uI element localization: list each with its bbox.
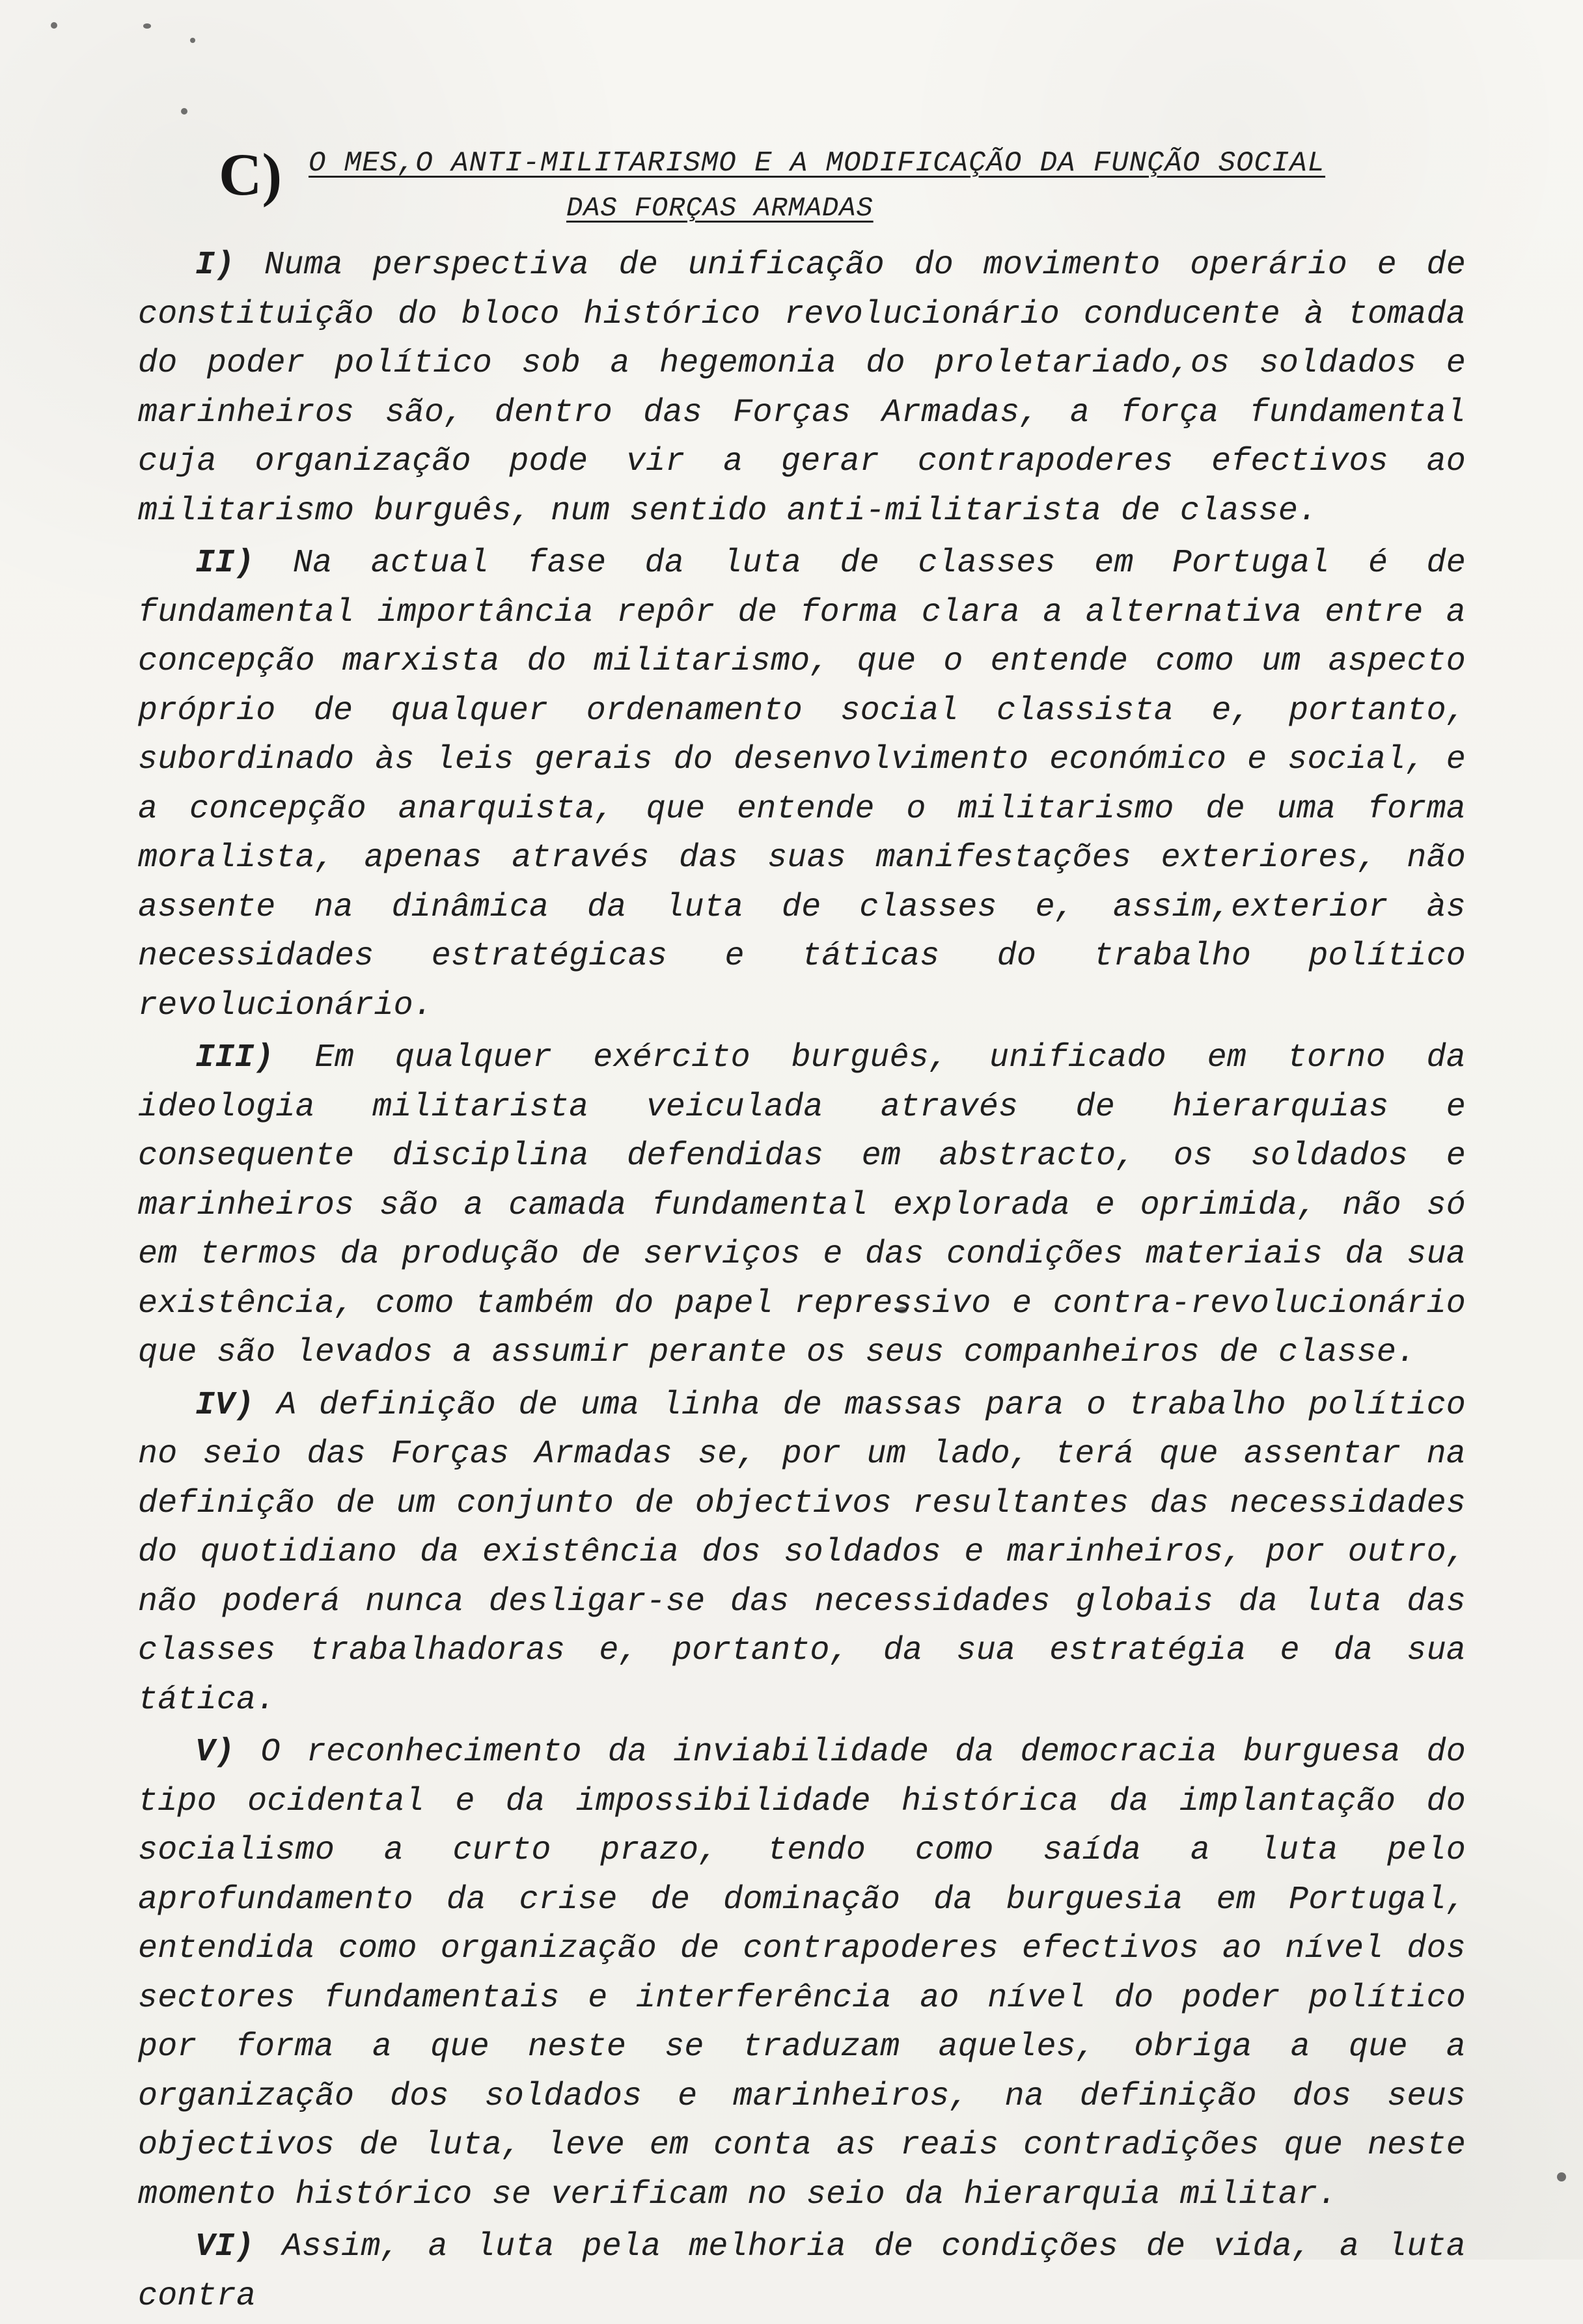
paragraph-marker: VI) xyxy=(195,2228,255,2265)
document-title-line-2: DAS FORÇAS ARMADAS xyxy=(566,193,874,224)
scan-speck xyxy=(143,23,151,29)
paragraph-text: Assim, a luta pela melhoria de condições de vida, a luta contra xyxy=(138,2228,1466,2315)
scan-speck xyxy=(51,22,57,29)
section-letter: C) xyxy=(219,141,282,208)
paragraph-ii xyxy=(138,539,1466,1030)
paragraph-text: O reconhecimento da inviabilidade da democracia burguesa do tipo ocidental e da impossibilidade histórica da implantação do socialismo a curto prazo, tendo como saída a luta pelo aprofundamento da crise de dominação da burguesia em Portugal, entendida como organização de contrapoderes efectivos ao nível dos sectores fundamentais e interferência ao nível do poder político por forma a que neste se traduzam aqueles, obriga a que a organização dos soldados e marinheiros, na definição dos seus objectivos de luta, leve em conta as reais contradições que neste momento histórico se verificam no seio da hierarquia militar. xyxy=(138,1734,1466,2213)
paragraph-iv xyxy=(138,1381,1466,1725)
paragraph-v xyxy=(138,1728,1466,2219)
paragraph-text: Numa perspectiva de unificação do movimento operário e de constituição do bloco histórico revolucionário conducente à tomada do poder político sob a hegemonia do proletariado,os soldados e marinheiros são, dentro das Forças Armadas, a força fundamental cuja organização pode vir a gerar contrapoderes efectivos ao militarismo burguês, num sentido anti-militarista de classe. xyxy=(138,247,1466,530)
paragraph-text: A definição de uma linha de massas para o trabalho político no seio das Forças Armadas se, por um lado, terá que assentar na definição de um conjunto de objectivos resultantes das necessidades do quotidiano da existência dos soldados e marinheiros, por outro, não poderá nunca desligar-se das necessidades globais da luta das classes trabalhadoras e, portanto, da sua estratégia e da sua tática. xyxy=(138,1386,1466,1719)
paragraph-marker: I) xyxy=(195,247,235,284)
scan-speck xyxy=(181,108,187,115)
paragraph-marker: V) xyxy=(195,1734,235,1771)
paragraph-marker: III) xyxy=(195,1039,274,1076)
paragraph-text: Na actual fase da luta de classes em Portugal é de fundamental importância repôr de forma clara a alternativa entre a concepção marxista do militarismo, que o entende como um aspecto próprio de qualquer ordenamento social classista e, portanto, subordinado às leis gerais do desenvolvimento económico e social, e a concepção anarquista, que entende o militarismo de uma forma moralista, apenas através das suas manifestações exteriores, não assente na dinâmica da luta de classes e, assim,exterior às necessidades estratégicas e táticas do trabalho político revolucionário. xyxy=(138,545,1466,1024)
paragraph-text: Em qualquer exército burguês, unificado em torno da ideologia militarista veiculada através de hierarquias e consequente disciplina defendidas em abstracto, os soldados e marinheiros são a camada fundamental explorada e oprimida, não só em termos da produção de serviços e das condições materiais da sua existência, como também do papel repressivo e contra-revolucionário que são levados a assumir perante os seus companheiros de classe. xyxy=(138,1039,1466,1371)
document-body xyxy=(138,241,1466,2324)
scan-speck xyxy=(1557,2172,1566,2181)
paragraph-i xyxy=(138,241,1466,536)
paragraph-iii xyxy=(138,1033,1466,1378)
document-title-line-1: O MES,O ANTI-MILITARISMO E A MODIFICAÇÃO DA FUNÇÃO SOCIAL xyxy=(309,147,1326,180)
paragraph-marker: IV) xyxy=(195,1386,255,1424)
paragraph-marker: II) xyxy=(195,545,255,582)
scan-speck xyxy=(190,38,195,43)
paragraph-vi xyxy=(138,2222,1466,2321)
